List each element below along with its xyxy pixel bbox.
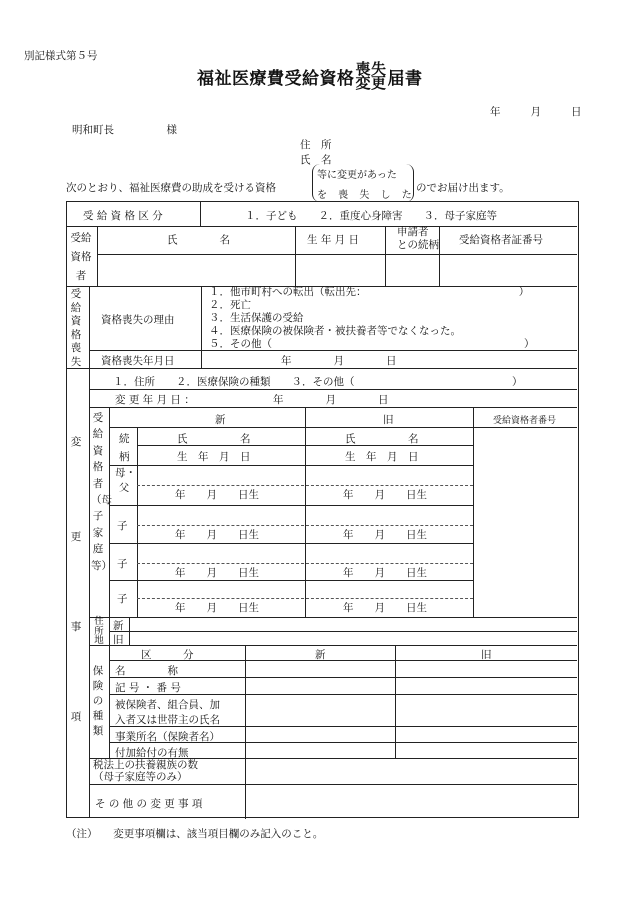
recipient-dob-header: 生 年 月 日 [307, 234, 360, 246]
new-dob-header: 生 年 月 日 [177, 451, 251, 463]
grid-line [137, 525, 473, 526]
form-number: 別記様式第５号 [24, 50, 98, 62]
loss-reasons[interactable] [209, 286, 535, 351]
title-stack [355, 59, 387, 92]
additional-benefit-row: 付加給付の有無 [115, 747, 189, 759]
grid-line [109, 543, 473, 544]
grid-line [439, 226, 440, 286]
insurance-side-label: 保険の種類 [92, 665, 104, 737]
insurer-name-row: 事業所名（保険者名） [115, 731, 220, 743]
grid-line [305, 407, 306, 617]
bracket-upper: 等に変更があった [317, 170, 397, 181]
new-name-header: 氏 名 [177, 433, 251, 445]
address-side-label: 住所地 [94, 616, 104, 646]
loss-reason-2[interactable]: ２．死亡 [209, 299, 251, 311]
change-new-header: 新 [215, 414, 226, 426]
person-row-2-new-dob[interactable]: 年 月 日生 [175, 529, 259, 541]
grid-line [109, 677, 577, 678]
grid-line [89, 645, 577, 646]
tax-line2: （母子家庭等のみ） [93, 771, 188, 783]
insurance-number-row: 記 号 ・ 番 号 [115, 682, 181, 694]
grid-line [89, 617, 577, 618]
grid-line [245, 645, 246, 819]
change-types[interactable]: １．住所 ２．医療保険の種類 ３．その他（ ） [113, 376, 523, 388]
change-date-label: 変 更 年 月 日 ： [115, 394, 195, 406]
loss-reason-4[interactable]: ４．医療保険の被保険者・被扶養者等でなくなった。 [209, 325, 461, 337]
grid-line [385, 226, 386, 286]
form-table [66, 201, 579, 818]
grid-line [67, 368, 577, 369]
address-old-label: 旧 [113, 634, 124, 646]
loss-date-label: 資格喪失年月日 [101, 355, 175, 367]
footnote: （注） 変更事項欄は、該当項目欄のみ記入のこと。 [66, 828, 324, 840]
form-title [197, 59, 423, 94]
loss-side-label: 受給資格喪失 [70, 288, 82, 368]
relation-col-2: 柄 [119, 451, 130, 463]
title-suffix: 届書 [387, 69, 423, 89]
tax-dependents-label [93, 759, 198, 783]
loss-reason-3[interactable]: ３．生活保護の受給 [209, 312, 304, 324]
grid-line [201, 350, 202, 368]
loss-reason-1[interactable]: １．他市町村への転出（転出先： ） [209, 286, 530, 298]
grid-line [129, 617, 130, 645]
person-row-2-label: 子 [117, 520, 128, 532]
applicant-name-label: 氏 名 [300, 154, 332, 166]
change-side-4: 項 [70, 711, 82, 723]
cert-number-header: 受給資格者証番号 [459, 234, 543, 246]
grid-line [109, 407, 110, 617]
other-changes-label: そ の 他 の 変 更 事 項 [95, 798, 203, 810]
person-row-3-old-dob[interactable]: 年 月 日生 [343, 567, 427, 579]
change-recipient-side: 受給資格者（母子家庭等） [91, 412, 112, 572]
submission-date[interactable] [490, 104, 582, 119]
insured-name-row-line1: 被保険者、組合員、加 [115, 699, 220, 711]
grid-line [109, 465, 473, 466]
grid-line [89, 389, 577, 390]
insurance-header-label: 区 分 [141, 649, 194, 661]
recipient-name-header: 氏 名 [167, 234, 230, 246]
grid-line [137, 485, 473, 486]
title-prefix: 福祉医療費受給資格 [197, 69, 355, 89]
change-side-2: 更 [70, 531, 82, 543]
person-row-2-old-dob[interactable]: 年 月 日生 [343, 529, 427, 541]
grid-line [109, 617, 110, 645]
change-cert-header: 受給資格者番号 [493, 416, 557, 426]
person-row-1-old-dob[interactable]: 年 月 日生 [343, 489, 427, 501]
person-row-4-new-dob[interactable]: 年 月 日生 [175, 602, 259, 614]
applicant-address-label: 住 所 [300, 139, 332, 151]
title-upper: 喪失 [355, 59, 387, 78]
grid-line [109, 427, 577, 428]
addressee: 明和町長 様 [72, 124, 177, 136]
grid-line [89, 407, 577, 408]
person-row-3-label: 子 [117, 558, 128, 570]
person-row-1-label: 母・父 [115, 467, 136, 494]
person-row-4-old-dob[interactable]: 年 月 日生 [343, 602, 427, 614]
relation-line2: との続柄 [397, 239, 439, 251]
grid-line [200, 202, 201, 226]
grid-line [89, 368, 90, 817]
old-dob-header: 生 年 月 日 [345, 451, 419, 463]
grid-line [109, 505, 473, 506]
person-row-4-label: 子 [117, 593, 128, 605]
intro-text: 次のとおり、福祉医療費の助成を受ける資格 [66, 182, 276, 194]
grid-line [97, 254, 577, 255]
grid-line [137, 427, 138, 617]
grid-line [201, 286, 202, 350]
grid-line [137, 563, 473, 564]
bracket-lower: を 喪 失 し た [317, 190, 416, 201]
change-side-1: 変 [70, 436, 82, 448]
loss-reason-5[interactable]: ５．その他（ ） [209, 338, 535, 350]
grid-line [137, 598, 473, 599]
tax-line1: 税法上の扶養親族の数 [93, 759, 198, 771]
grid-line [109, 631, 577, 632]
recipient-side-label: 受給資格者 [70, 232, 92, 282]
person-row-3-new-dob[interactable]: 年 月 日生 [175, 567, 259, 579]
grid-line [89, 286, 90, 368]
month-label: 月 [530, 106, 541, 118]
insurance-old-header: 旧 [481, 649, 492, 661]
relation-header [397, 226, 439, 252]
grid-line [473, 407, 474, 617]
grid-line [109, 580, 473, 581]
qualification-options[interactable]: １．子ども ２．重度心身障害 ３．母子家庭等 [245, 210, 497, 222]
title-lower: 変更 [355, 73, 387, 92]
grid-line [89, 784, 577, 785]
insured-name-row-line2: 入者又は世帯主の氏名 [115, 714, 220, 726]
relation-col-1: 続 [119, 433, 130, 445]
address-new-label: 新 [113, 620, 124, 632]
insurance-name-row: 名 称 [115, 665, 178, 677]
qualification-label: 受 給 資 格 区 分 [83, 210, 163, 222]
grid-line [97, 226, 98, 286]
change-date-value[interactable]: 年 月 日 [273, 394, 389, 406]
relation-line1: 申請者 [397, 226, 429, 238]
person-row-1-new-dob[interactable]: 年 月 日生 [175, 489, 259, 501]
change-side-3: 事 [70, 621, 82, 633]
change-old-header: 旧 [383, 414, 394, 426]
old-name-header: 氏 名 [345, 433, 419, 445]
grid-line [295, 226, 296, 286]
year-label: 年 [490, 106, 501, 118]
loss-date-value[interactable]: 年 月 日 [281, 355, 397, 367]
insurance-new-header: 新 [315, 649, 326, 661]
loss-reason-label: 資格喪失の理由 [101, 314, 175, 326]
day-label: 日 [571, 106, 582, 118]
intro-end: のでお届け出ます。 [416, 182, 510, 194]
grid-line [67, 226, 577, 227]
